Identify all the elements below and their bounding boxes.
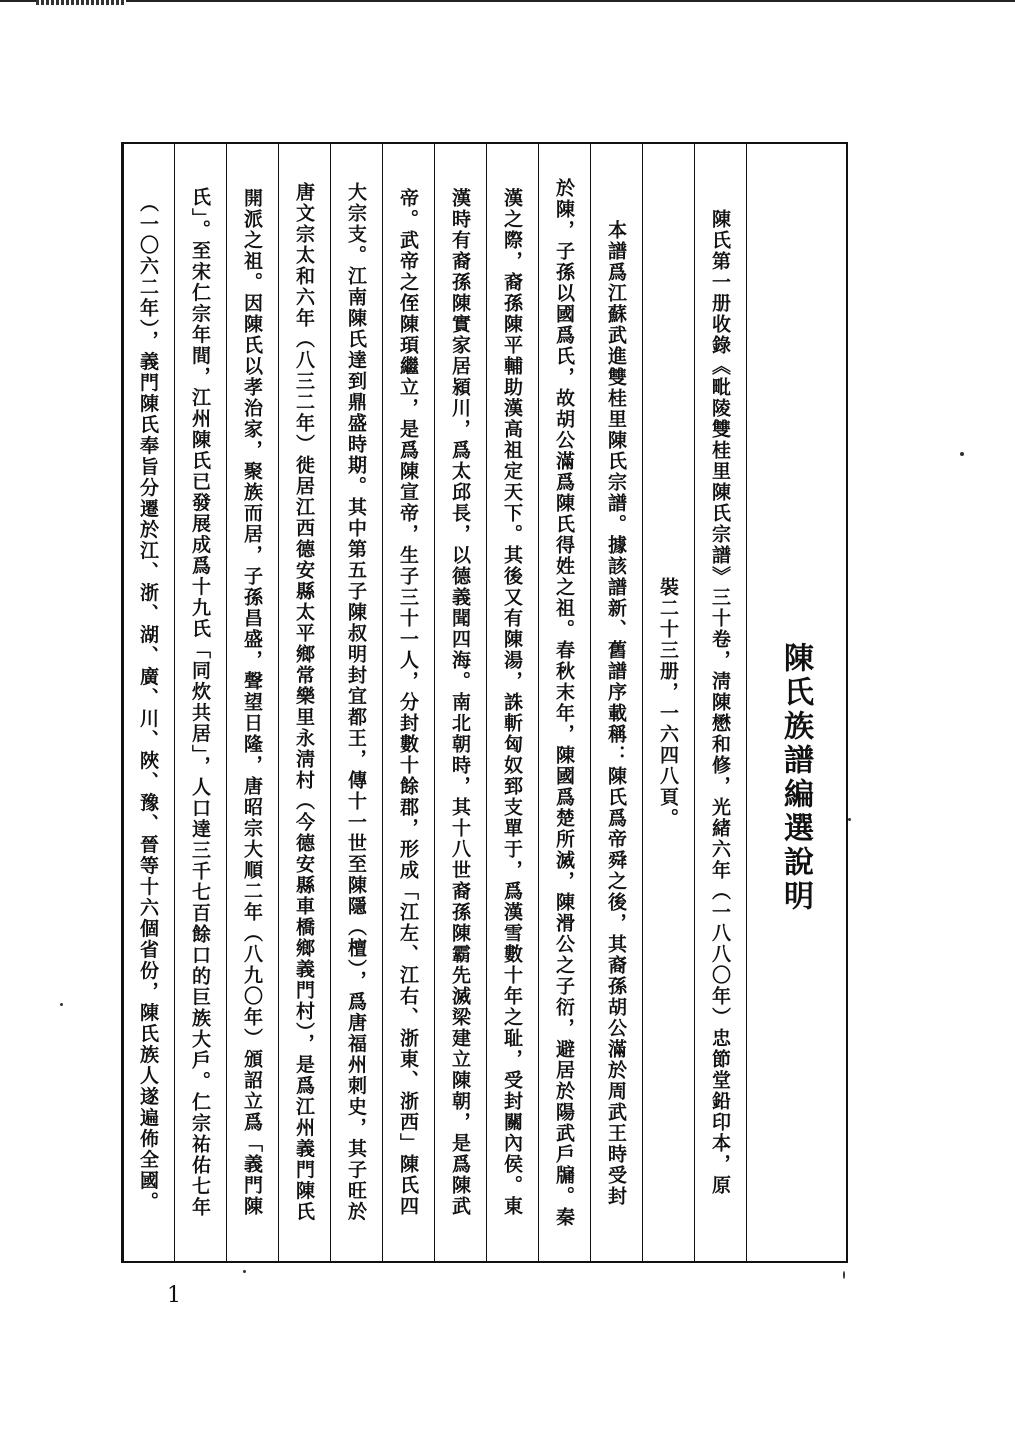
text-column-4: [538, 144, 590, 1261]
scan-speck: [960, 452, 964, 456]
scan-speck: [843, 1271, 845, 1279]
text-column-6: [434, 144, 486, 1261]
column-text: 漢時有裔孫陳實家居潁川，爲太邱長，以德義聞四海。南北朝時，其十八世裔孫陳霸先滅梁建立陳朝，是爲陳武: [449, 188, 471, 1217]
scan-speck: [848, 818, 851, 821]
document-title: 陳氏族譜編選說明: [778, 641, 813, 914]
text-column-11: [174, 144, 226, 1261]
column-text: （一〇六二年），義門陳氏奉旨分遷於江、浙、湖、廣、川、陜、豫、晉等十六個省份，陳氏族人遂遍佈全國。: [137, 192, 159, 1213]
text-column-12: [123, 144, 174, 1261]
column-text: 氏」。至宋仁宗年間，江州陳氏已發展成爲十九氏「同炊共居」，人口達三千七百餘口的巨族大戶。仁宗祐佑七年: [189, 187, 211, 1218]
text-column-10: [226, 144, 278, 1261]
column-text: 裝二十三册，一六四八頁。: [657, 576, 679, 829]
top-scan-mark: [36, 0, 126, 5]
title-column: [746, 144, 848, 1261]
text-frame: [121, 142, 848, 1263]
page-number: 1: [167, 1283, 181, 1308]
text-column-5: [486, 144, 538, 1261]
scan-speck: [60, 1003, 63, 1006]
text-column-8: [330, 144, 382, 1261]
text-column-2: [642, 144, 694, 1261]
text-column-9: [278, 144, 330, 1261]
column-text: 大宗支。江南陳氏達到鼎盛時期。其中第五子陳叔明封宜都王，傳十一世至陳隱（檀），爲唐福州刺史，其子旺於: [345, 182, 367, 1223]
column-text: 於陳，子孫以國爲氏，故胡公滿爲陳氏得姓之祖。春秋末年，陳國爲楚所滅，陳滑公之子衍，避居於陽武戶牖。秦: [553, 177, 575, 1228]
top-scan-edge: [0, 0, 1015, 2]
text-column-1: [694, 144, 746, 1261]
scan-speck: [243, 1270, 246, 1273]
text-column-3: [590, 144, 642, 1261]
text-column-7: [382, 144, 434, 1261]
column-text: 陳氏第一册收錄《毗陵雙桂里陳氏宗譜》三十卷，淸陳懋和修，光緒六年（一八八〇年）忠節堂鉛印本，原: [709, 209, 731, 1196]
column-text: 本譜爲江蘇武進雙桂里陳氏宗譜。據該譜新、舊譜序載稱：陳氏爲帝舜之後，其裔孫胡公滿於周武王時受封: [605, 198, 627, 1207]
column-text: 唐文宗太和六年（八三二年）徙居江西德安縣太平鄉常樂里永淸村（今德安縣車橋鄉義門村），是爲江州義門陳氏: [293, 182, 315, 1223]
column-text: 帝。武帝之侄陳頊繼立，是爲陳宣帝，生子三十一人，分封數十餘郡，形成「江左、江右、浙東、浙西」陳氏四: [397, 188, 419, 1217]
column-text: 漢之際，裔孫陳平輔助漢高祖定天下。其後又有陳湯，誅斬匈奴郅支單于，爲漢雪數十年之耻，受封關內侯。東: [501, 188, 523, 1217]
column-text: 開派之祖。因陳氏以孝治家，聚族而居，子孫昌盛，聲望日隆，唐昭宗大順二年（八九〇年）頒詔立爲「義門陳: [241, 188, 263, 1217]
